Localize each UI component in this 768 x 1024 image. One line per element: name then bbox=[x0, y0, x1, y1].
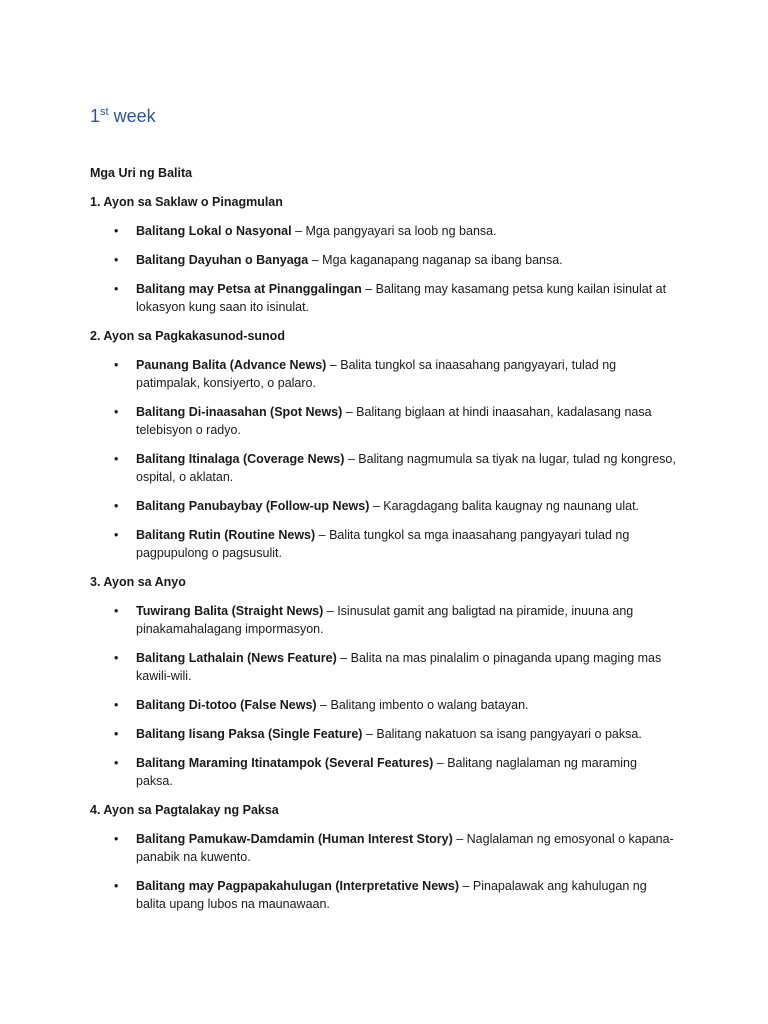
section-heading: 4. Ayon sa Pagtalakay ng Paksa bbox=[90, 803, 279, 817]
bullet-icon: • bbox=[114, 832, 119, 846]
section-heading: 3. Ayon sa Anyo bbox=[90, 575, 186, 589]
item-term: Balitang Itinalaga (Coverage News) bbox=[136, 452, 345, 466]
item-description: – Balita tungkol sa mga inaasahang pangyayari tulad ng pagpupulong o pagsusulit. bbox=[136, 528, 630, 560]
item-description: – Isinusulat gamit ang baligtad na piramide, inuuna ang pinakamahalagang impormasyon. bbox=[136, 604, 634, 636]
bullet-icon: • bbox=[114, 651, 119, 665]
item-term: Balitang may Petsa at Pinanggalingan bbox=[136, 282, 362, 296]
bullet-icon: • bbox=[114, 756, 119, 770]
section-list bbox=[90, 222, 690, 316]
item-description: – Karagdagang balita kaugnay ng naunang ulat. bbox=[369, 499, 640, 513]
list-item bbox=[90, 602, 676, 638]
item-term: Balitang Pamukaw-Damdamin (Human Interest Story) bbox=[136, 832, 453, 846]
title-word: week bbox=[113, 106, 156, 126]
list-item bbox=[90, 725, 676, 743]
item-description: – Mga kaganapang naganap sa ibang bansa. bbox=[308, 253, 563, 267]
bullet-icon: • bbox=[114, 224, 119, 238]
bullet-icon: • bbox=[114, 452, 119, 466]
list-item bbox=[90, 450, 676, 486]
list-item bbox=[90, 497, 676, 515]
item-description: – Balitang imbento o walang batayan. bbox=[316, 698, 529, 712]
bullet-icon: • bbox=[114, 499, 119, 513]
item-term: Paunang Balita (Advance News) bbox=[136, 358, 327, 372]
item-term: Balitang Lokal o Nasyonal bbox=[136, 224, 292, 238]
main-heading: Mga Uri ng Balita bbox=[90, 166, 193, 180]
bullet-icon: • bbox=[114, 405, 119, 419]
list-item bbox=[90, 649, 676, 685]
item-description: – Balita tungkol sa inaasahang pangyayari, tulad ng patimpalak, konsiyerto, o palaro. bbox=[136, 358, 617, 390]
title-ordinal-suffix: st bbox=[100, 106, 109, 118]
document-body bbox=[90, 164, 690, 924]
item-term: Balitang Dayuhan o Banyaga bbox=[136, 253, 309, 267]
bullet-icon: • bbox=[114, 528, 119, 542]
list-item bbox=[90, 526, 676, 562]
title-number: 1 bbox=[90, 106, 101, 126]
item-description: – Balitang naglalaman ng maraming paksa. bbox=[136, 756, 637, 788]
section-heading: 2. Ayon sa Pagkakasunod-sunod bbox=[90, 329, 285, 343]
bullet-icon: • bbox=[114, 282, 119, 296]
list-item bbox=[90, 251, 676, 269]
item-description: – Mga pangyayari sa loob ng bansa. bbox=[291, 224, 497, 238]
item-term: Balitang Di-inaasahan (Spot News) bbox=[136, 405, 343, 419]
item-term: Balitang Maraming Itinatampok (Several Features) bbox=[136, 756, 434, 770]
list-item bbox=[90, 830, 676, 866]
item-term: Balitang Di-totoo (False News) bbox=[136, 698, 317, 712]
section-list bbox=[90, 830, 690, 913]
item-description: – Balitang biglaan at hindi inaasahan, kadalasang nasa telebisyon o radyo. bbox=[136, 405, 652, 437]
list-item bbox=[90, 403, 676, 439]
item-description: – Balitang nakatuon sa isang pangyayari o paksa. bbox=[362, 727, 642, 741]
bullet-icon: • bbox=[114, 358, 119, 372]
section-heading: 1. Ayon sa Saklaw o Pinagmulan bbox=[90, 195, 283, 209]
item-term: Tuwirang Balita (Straight News) bbox=[136, 604, 324, 618]
section-list bbox=[90, 356, 690, 562]
bullet-icon: • bbox=[114, 604, 119, 618]
bullet-icon: • bbox=[114, 727, 119, 741]
list-item bbox=[90, 877, 676, 913]
bullet-icon: • bbox=[114, 879, 119, 893]
list-item bbox=[90, 356, 676, 392]
item-term: Balitang Lathalain (News Feature) bbox=[136, 651, 337, 665]
item-term: Balitang may Pagpapakahulugan (Interpretative News) bbox=[136, 879, 459, 893]
bullet-icon: • bbox=[114, 253, 119, 267]
page-title bbox=[90, 104, 156, 128]
section-list bbox=[90, 602, 690, 790]
item-description: – Balitang nagmumula sa tiyak na lugar, tulad ng kongreso, ospital, o aklatan. bbox=[136, 452, 676, 484]
item-term: Balitang Rutin (Routine News) bbox=[136, 528, 316, 542]
list-item bbox=[90, 280, 676, 316]
list-item bbox=[90, 754, 676, 790]
item-description: – Naglalaman ng emosyonal o kapana-panabik na kuwento. bbox=[136, 832, 674, 864]
item-description: – Pinapalawak ang kahulugan ng balita upang lubos na maunawaan. bbox=[136, 879, 647, 911]
list-item bbox=[90, 696, 676, 714]
item-description: – Balitang may kasamang petsa kung kailan isinulat at lokasyon kung saan ito isinulat. bbox=[136, 282, 667, 314]
item-description: – Balita na mas pinalalim o pinaganda upang maging mas kawili-wili. bbox=[136, 651, 662, 683]
list-item bbox=[90, 222, 676, 240]
bullet-icon: • bbox=[114, 698, 119, 712]
item-term: Balitang Panubaybay (Follow-up News) bbox=[136, 499, 370, 513]
item-term: Balitang Iisang Paksa (Single Feature) bbox=[136, 727, 363, 741]
